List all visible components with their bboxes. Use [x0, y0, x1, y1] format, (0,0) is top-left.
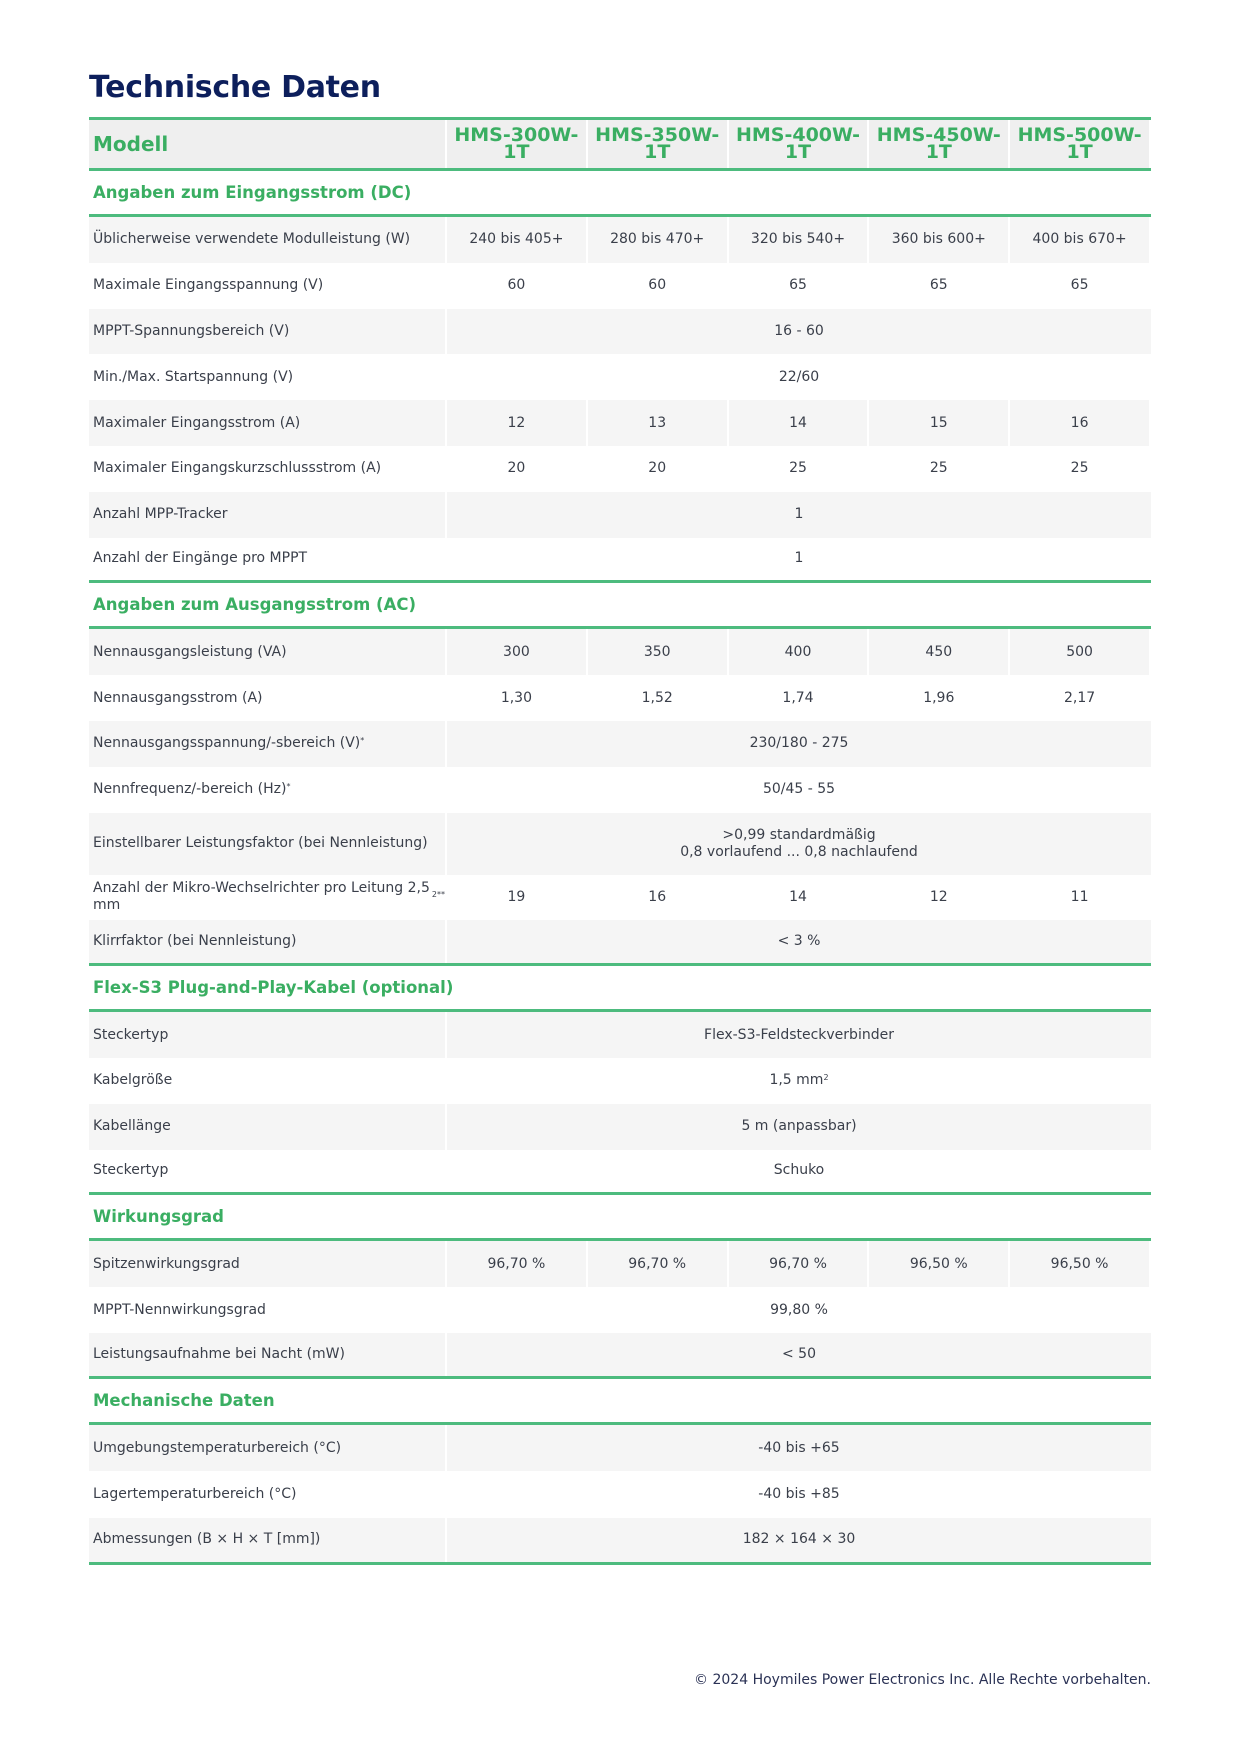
table-row: [89, 1425, 1151, 1472]
cell-value: 12: [447, 400, 586, 446]
cell-value: 360 bis 600+: [869, 217, 1008, 263]
cell-value: 25: [1070, 460, 1089, 477]
cell-value-spanned: 230/180 - 275: [447, 721, 1151, 767]
cell-value: 19: [507, 888, 526, 905]
cell-value: 1,52: [641, 689, 673, 706]
row-label: Umgebungstemperaturbereich (°C): [89, 1425, 445, 1472]
section-title: Mechanische Daten: [93, 1390, 275, 1410]
table-row: [89, 875, 1151, 921]
row-label: Steckertyp: [93, 1162, 169, 1179]
row-label: Min./Max. Startspannung (V): [93, 368, 294, 385]
cell-value: 25: [929, 460, 948, 477]
table-row: [89, 920, 1151, 966]
table-row: [89, 309, 1151, 355]
section-header-flex-s3: [89, 966, 1151, 1012]
row-label: Nennausgangsleistung (VA): [89, 629, 445, 675]
value-text: 1,5 mm: [769, 1072, 824, 1089]
cell-value: 12: [929, 888, 948, 905]
cell-value: 240 bis 405+: [447, 217, 586, 263]
row-label: Abmessungen (B × H × T [mm]): [89, 1518, 445, 1562]
cell-value: 400: [729, 629, 868, 675]
cell-value-spanned: 1: [447, 492, 1151, 538]
table-row: [89, 492, 1151, 538]
copyright-footer: © 2024 Hoymiles Power Electronics Inc. Alle Rechte vorbehalten.: [694, 1672, 1151, 1688]
table-row: [89, 1287, 1151, 1333]
section-header-dc: [89, 171, 1151, 217]
header-model: HMS-300W-1T: [447, 120, 586, 168]
cell-value-spanned: 99,80 %: [770, 1301, 828, 1318]
footnote-mark: *: [286, 782, 291, 792]
table-row: [89, 538, 1151, 584]
table-row: [89, 1518, 1151, 1565]
table-row: [89, 629, 1151, 675]
cell-value: 25: [789, 460, 807, 477]
cell-value: 60: [648, 277, 667, 294]
cell-value: 350: [588, 629, 727, 675]
cell-value: 20: [507, 460, 526, 477]
cell-value: 65: [1070, 277, 1089, 294]
cell-value: 14: [789, 888, 807, 905]
row-label: Maximaler Eingangsstrom (A): [89, 400, 445, 446]
header-model: HMS-400W-1T: [729, 120, 868, 168]
header-model: HMS-500W-1T: [1010, 120, 1149, 168]
cell-value-spanned: < 3 %: [447, 920, 1151, 963]
cell-value-spanned: -40 bis +85: [758, 1486, 840, 1503]
footnote-mark: 2**: [431, 889, 445, 899]
row-label: Anzahl MPP-Tracker: [89, 492, 445, 538]
cell-value: 65: [929, 277, 948, 294]
cell-value: 2,17: [1064, 689, 1096, 706]
header-label: Modell: [89, 120, 445, 168]
table-header: [89, 120, 1151, 171]
cell-value: 14: [729, 400, 868, 446]
section-header-efficiency: [89, 1195, 1151, 1241]
cell-value: 96,70 %: [447, 1241, 586, 1287]
row-label: [89, 767, 445, 813]
row-label: Maximaler Eingangskurzschlussstrom (A): [93, 460, 382, 477]
row-label-text: Nennfrequenz/-bereich (Hz): [93, 781, 287, 798]
cell-value-spanned: < 50: [447, 1333, 1151, 1376]
value-line: 0,8 vorlaufend ... 0,8 nachlaufend: [680, 843, 918, 860]
row-label-text: Nennausgangsspannung/-sbereich (V): [93, 735, 361, 752]
cell-value-spanned: 5 m (anpassbar): [447, 1104, 1151, 1150]
section-header-ac: [89, 583, 1151, 629]
cell-value-spanned: [447, 813, 1151, 875]
table-row: [89, 1012, 1151, 1058]
table-row: [89, 1104, 1151, 1150]
table-row: [89, 1471, 1151, 1518]
cell-value: 1,74: [782, 689, 814, 706]
cell-value-spanned: [447, 1058, 1151, 1104]
page-title: Technische Daten: [89, 70, 381, 105]
row-label: MPPT-Spannungsbereich (V): [89, 309, 445, 355]
cell-value: 60: [507, 277, 526, 294]
section-title: Wirkungsgrad: [93, 1207, 224, 1227]
row-label: Anzahl der Eingänge pro MPPT: [93, 550, 308, 567]
cell-value: 280 bis 470+: [588, 217, 727, 263]
cell-value-spanned: 22/60: [778, 368, 820, 385]
cell-value: 96,70 %: [588, 1241, 727, 1287]
value-line: >0,99 standardmäßig: [722, 826, 876, 843]
cell-value: 11: [1070, 888, 1089, 905]
row-label: Nennausgangsstrom (A): [93, 689, 263, 706]
cell-value: 96,50 %: [1010, 1241, 1149, 1287]
table-row: [89, 1333, 1151, 1379]
cell-value: 320 bis 540+: [729, 217, 868, 263]
cell-value: 96,50 %: [869, 1241, 1008, 1287]
cell-value-spanned: Schuko: [773, 1162, 825, 1179]
cell-value: 15: [869, 400, 1008, 446]
row-label: Kabellänge: [89, 1104, 445, 1150]
section-title: Angaben zum Eingangsstrom (DC): [93, 183, 412, 202]
section-title: Flex-S3 Plug-and-Play-Kabel (optional): [93, 978, 454, 998]
table-row: [89, 1058, 1151, 1104]
cell-value: 450: [869, 629, 1008, 675]
row-label: Maximale Eingangsspannung (V): [93, 277, 324, 294]
cell-value-spanned: -40 bis +65: [447, 1425, 1151, 1472]
cell-value: 1,96: [923, 689, 955, 706]
table-row: [89, 400, 1151, 446]
row-label: Steckertyp: [89, 1012, 445, 1058]
cell-value-spanned: Flex-S3-Feldsteckverbinder: [447, 1012, 1151, 1058]
row-label: Leistungsaufnahme bei Nacht (mW): [89, 1333, 445, 1376]
table-row: [89, 813, 1151, 875]
table-row: [89, 1241, 1151, 1287]
table-row: [89, 1150, 1151, 1196]
row-label: Klirrfaktor (bei Nennleistung): [89, 920, 445, 963]
table-row: [89, 675, 1151, 721]
row-label-text: Anzahl der Mikro-Wechselrichter pro Leitung 2,5 mm: [93, 880, 430, 914]
cell-value-spanned: 16 - 60: [447, 309, 1151, 355]
header-model: HMS-450W-1T: [869, 120, 1008, 168]
cell-value: 300: [447, 629, 586, 675]
table-row: [89, 446, 1151, 492]
cell-value: 16: [1010, 400, 1149, 446]
row-label: Üblicherweise verwendete Modulleistung (W): [89, 217, 445, 263]
cell-value: 20: [648, 460, 667, 477]
row-label: Kabelgröße: [93, 1072, 173, 1089]
row-label: MPPT-Nennwirkungsgrad: [93, 1301, 266, 1318]
row-label: Einstellbarer Leistungsfaktor (bei Nennleistung): [89, 813, 445, 875]
row-label: [89, 721, 445, 767]
row-label: [89, 875, 445, 921]
cell-value-spanned: 50/45 - 55: [762, 781, 836, 798]
cell-value: 65: [789, 277, 807, 294]
cell-value: 400 bis 670+: [1010, 217, 1149, 263]
superscript: 2: [823, 1073, 829, 1083]
row-label: Lagertemperaturbereich (°C): [93, 1486, 297, 1503]
cell-value: 96,70 %: [729, 1241, 868, 1287]
cell-value: 16: [648, 888, 667, 905]
cell-value: 1,30: [500, 689, 532, 706]
table-row: [89, 721, 1151, 767]
footnote-mark: *: [360, 736, 365, 746]
section-header-mechanical: [89, 1379, 1151, 1425]
cell-value: 13: [588, 400, 727, 446]
spec-table: [89, 117, 1151, 1565]
table-row: [89, 263, 1151, 309]
cell-value-spanned: 182 × 164 × 30: [447, 1518, 1151, 1562]
cell-value-spanned: 1: [794, 550, 804, 567]
table-row: [89, 767, 1151, 813]
table-row: [89, 354, 1151, 400]
row-label: Spitzenwirkungsgrad: [89, 1241, 445, 1287]
section-title: Angaben zum Ausgangsstrom (AC): [93, 595, 416, 615]
header-model: HMS-350W-1T: [588, 120, 727, 168]
cell-value: 500: [1010, 629, 1149, 675]
table-row: [89, 217, 1151, 263]
